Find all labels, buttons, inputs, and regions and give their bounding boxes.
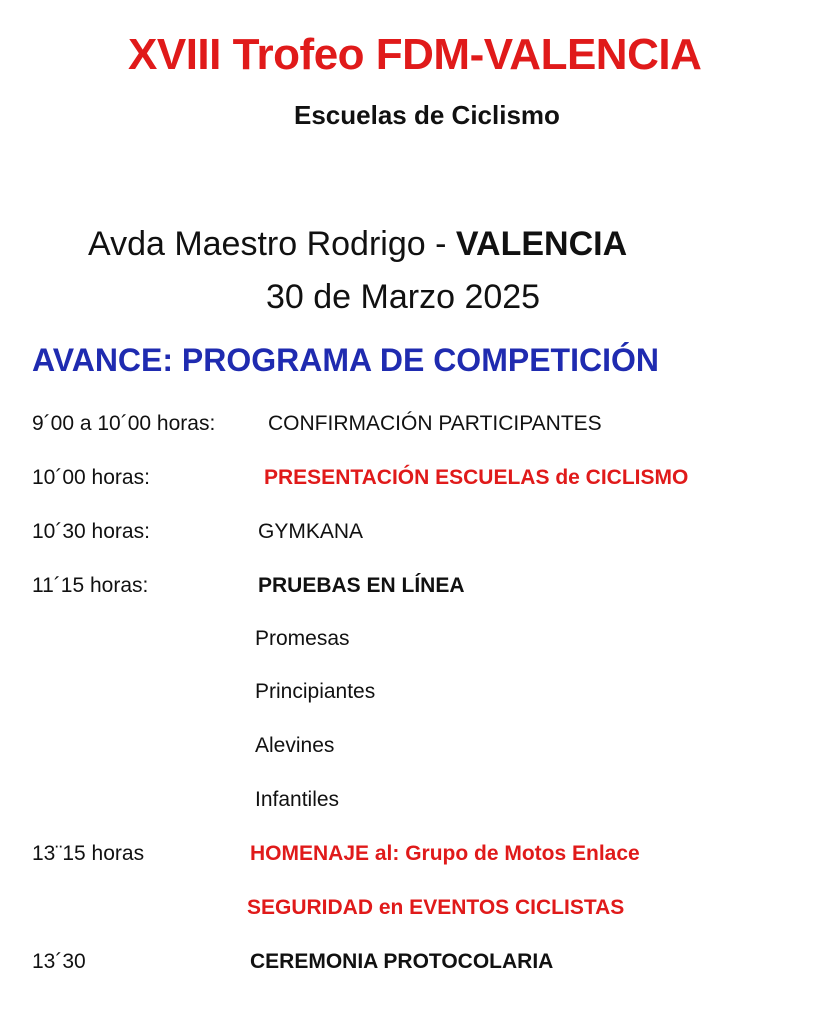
schedule-time: 10´30 horas: [32, 520, 150, 543]
event-date: 30 de Marzo 2025 [266, 278, 541, 316]
tribute-line-1: HOMENAJE al: Grupo de Motos Enlace [250, 842, 640, 865]
venue-street: Avda Maestro Rodrigo - [88, 225, 456, 263]
venue-line [88, 225, 627, 264]
tribute-line-2: SEGURIDAD en EVENTOS CICLISTAS [247, 896, 625, 919]
category-item: Alevines [255, 734, 335, 757]
category-item: Infantiles [255, 788, 340, 811]
ceremony-activity: CEREMONIA PROTOCOLARIA [250, 950, 554, 973]
schedule-time: 11´15 horas: [32, 574, 149, 597]
schedule-time: 9´00 a 10´00 horas: [32, 412, 216, 435]
venue-city: VALENCIA [455, 225, 628, 263]
event-title: XVIII Trofeo FDM-VALENCIA [128, 30, 702, 79]
ceremony-time: 13´30 [32, 950, 86, 973]
tribute-time: 13¨15 horas [32, 842, 145, 865]
event-subtitle: Escuelas de Ciclismo [294, 100, 560, 130]
category-item: Principiantes [255, 680, 376, 703]
category-item: Promesas [255, 627, 350, 650]
schedule-activity: PRUEBAS EN LÍNEA [258, 574, 465, 597]
schedule-activity: CONFIRMACIÓN PARTICIPANTES [268, 412, 602, 435]
program-heading: AVANCE: PROGRAMA DE COMPETICIÓN [32, 342, 659, 378]
schedule-activity: PRESENTACIÓN ESCUELAS de CICLISMO [264, 466, 689, 489]
schedule-time: 10´00 horas: [32, 466, 150, 489]
schedule-activity: GYMKANA [258, 520, 364, 543]
